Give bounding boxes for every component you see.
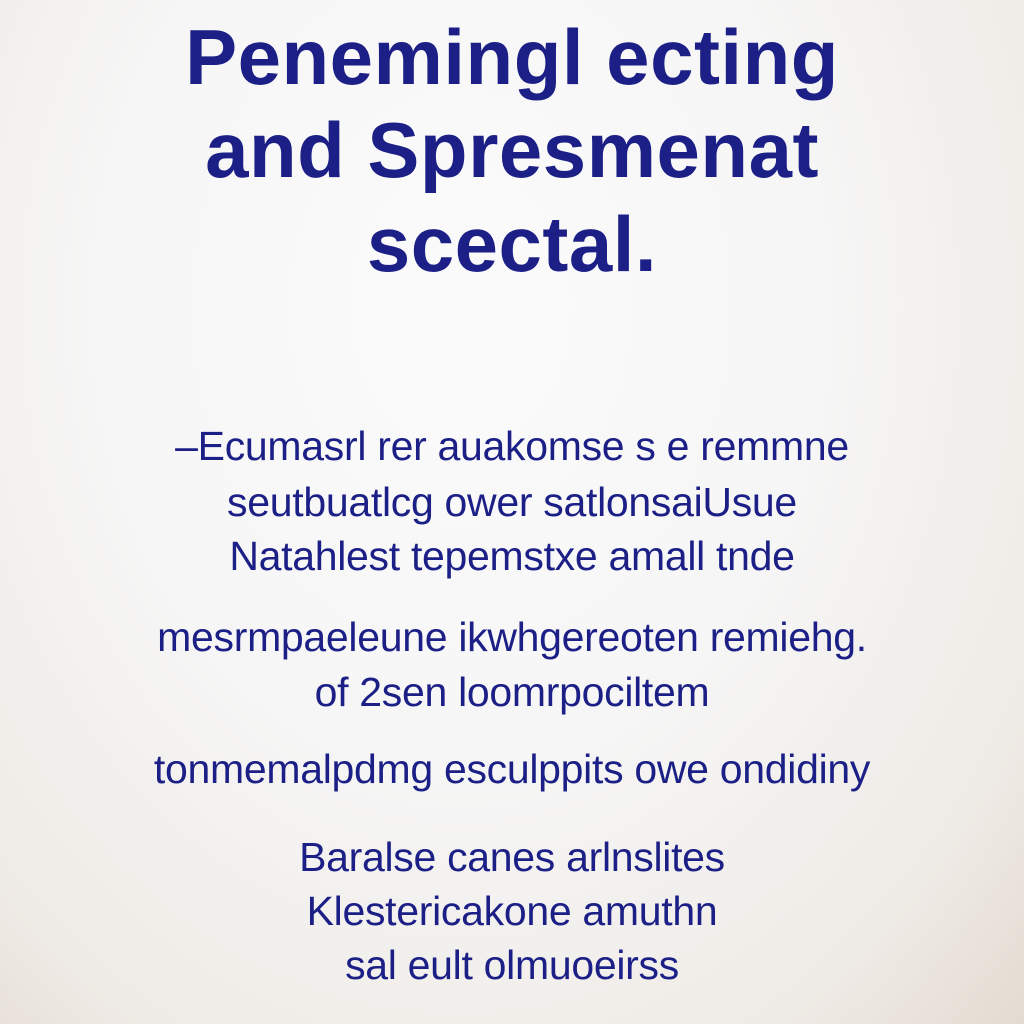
paragraph-line: Baralse canes arlnslites (299, 834, 725, 880)
paragraph-line: seutbuatlcg ower satlonsaiUsue (227, 479, 797, 525)
paragraph-line: –Ecumasrl rer auakomse s e remmne (175, 423, 849, 469)
title-line: scectal. (366, 200, 658, 288)
paragraph-line: of 2sen loomrpociltem (314, 669, 710, 715)
paragraph-line: Natahlest tepemstxe amall tnde (229, 533, 795, 579)
title-line: Penemingl ecting (185, 13, 839, 101)
paragraph-line: Klestericakone amuthn (306, 888, 718, 934)
paragraph-line: tonmemalpdmg esculppits owe ondidiny (153, 746, 871, 792)
paragraph-line: sal eult olmuoeirss (345, 942, 679, 988)
title-line: and Spresmenat (205, 106, 819, 194)
paragraph-line: mesrmpaeleune ikwhgereoten remiehg. (157, 614, 867, 660)
